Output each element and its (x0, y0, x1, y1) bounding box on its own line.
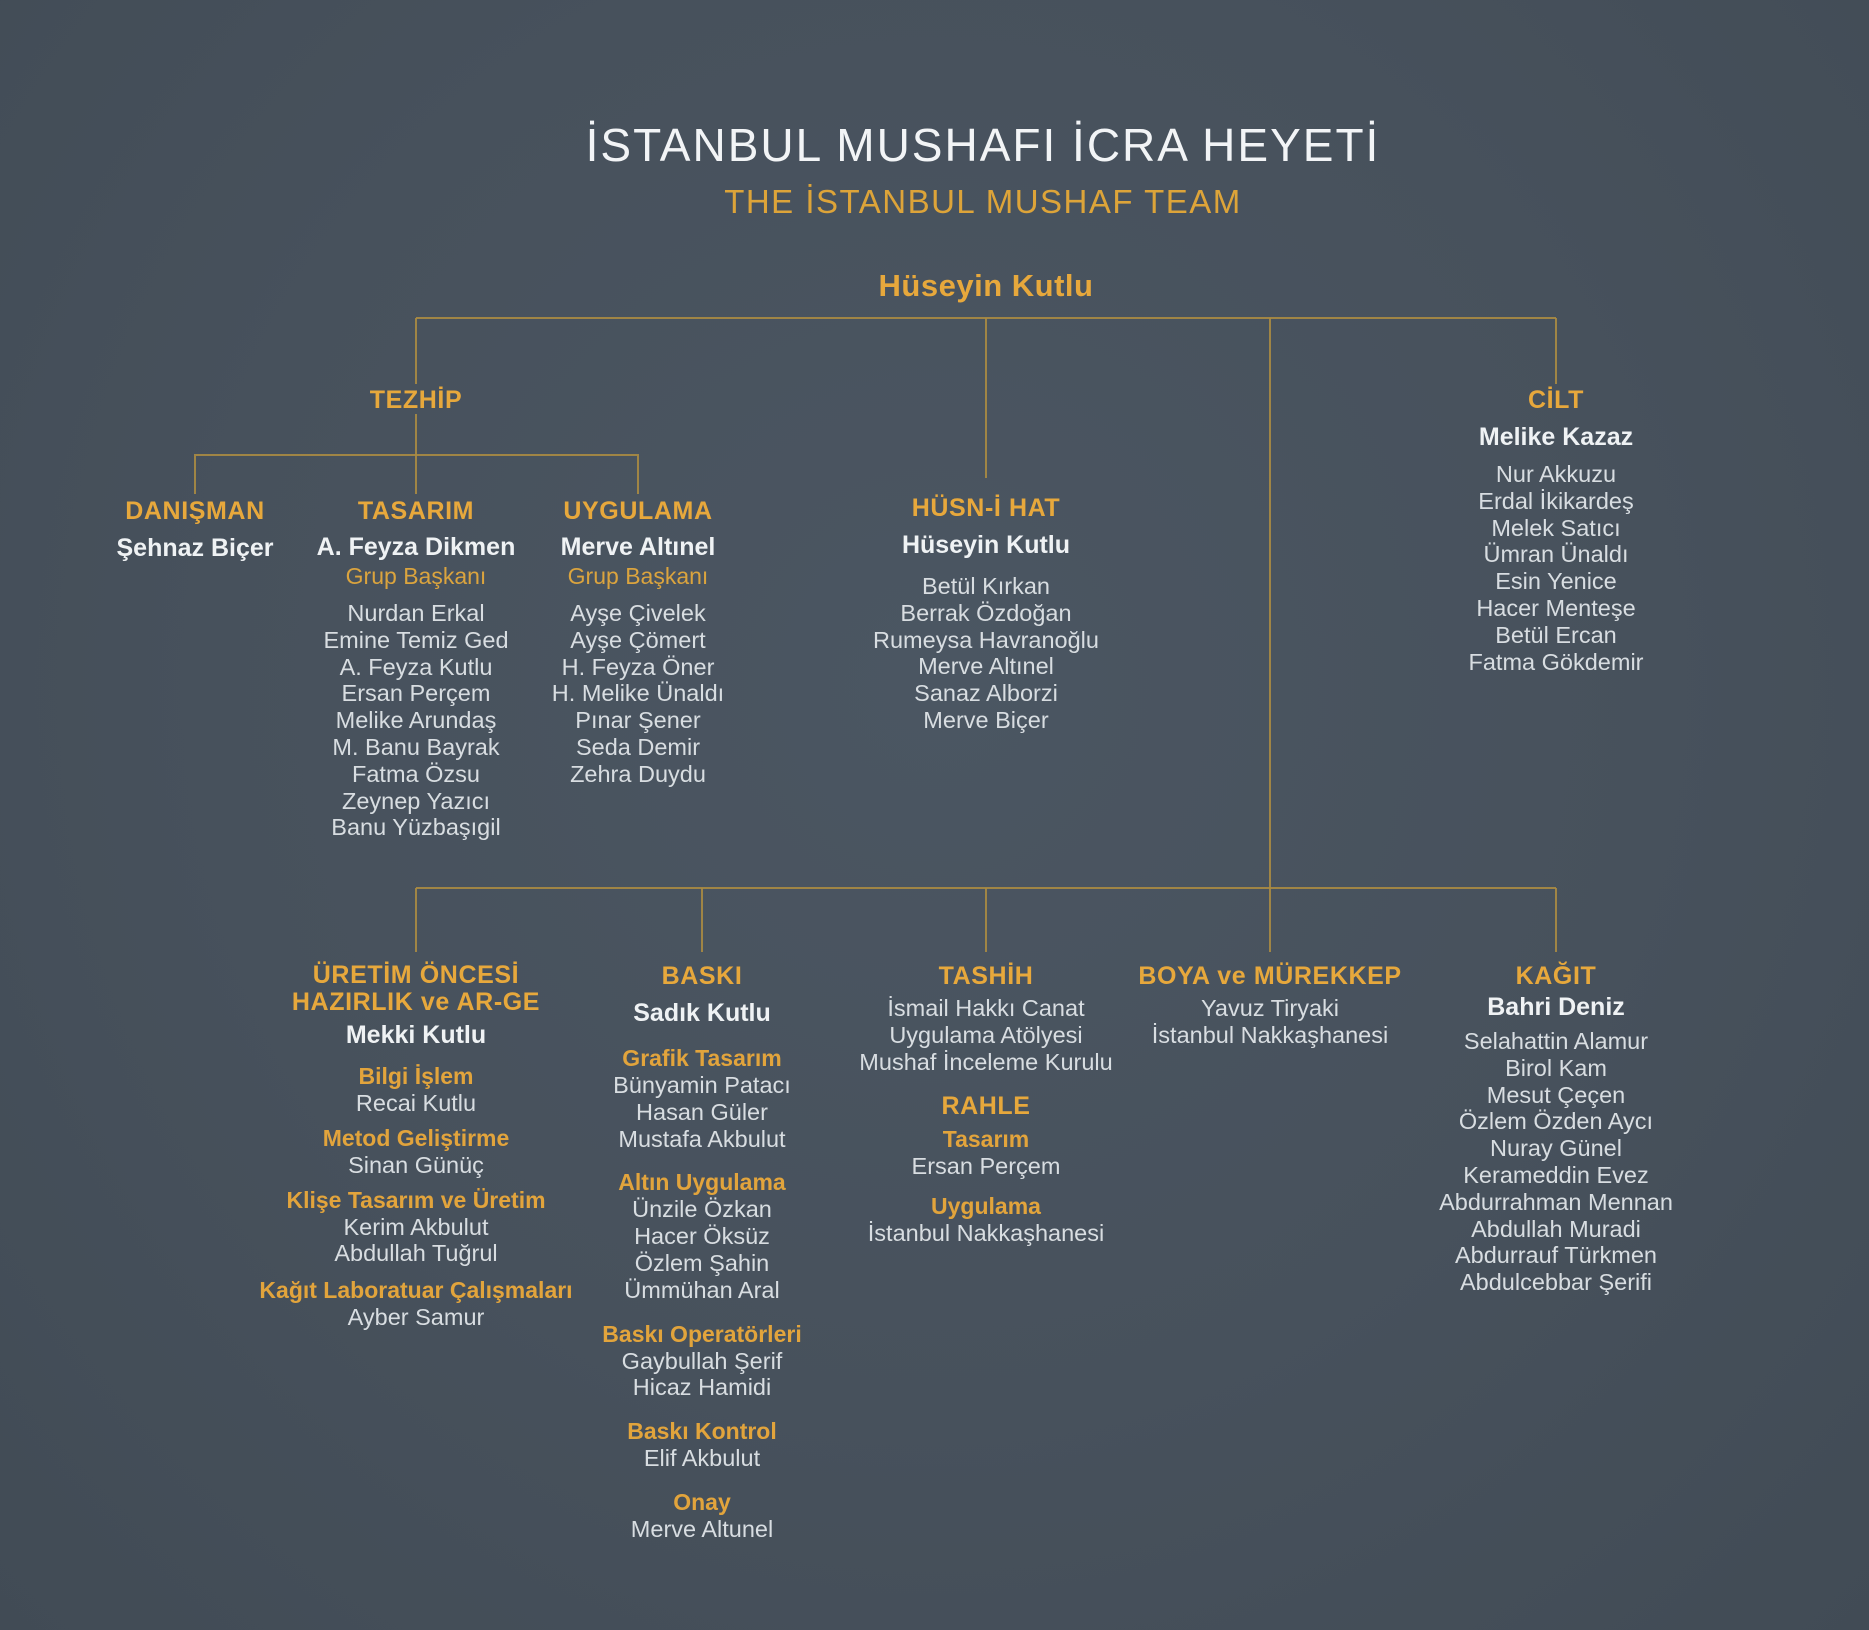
subgroup (602, 1045, 801, 1152)
subgroup-label: Onay (673, 1488, 731, 1515)
leader-name: Bahri Deniz (1487, 993, 1625, 1021)
member-name: Esin Yenice (1495, 568, 1617, 595)
member-name: Özlem Şahin (634, 1249, 770, 1276)
member-name: Betül Kırkan (921, 573, 1051, 599)
subgroup-label: Klişe Tasarım ve Üretim (286, 1186, 546, 1213)
member-name: Abdullah Tuğrul (334, 1240, 498, 1267)
member-name: Merve Altınel (918, 653, 1054, 680)
member-name: Pınar Şener (575, 707, 701, 734)
member-name: Gaybullah Şerif (621, 1347, 783, 1374)
member-list (259, 1214, 572, 1268)
leader-name: Hüseyin Kutlu (901, 531, 1071, 559)
root-name: Hüseyin Kutlu (878, 268, 1094, 303)
branch-baski (602, 962, 801, 1543)
member-list (602, 1445, 801, 1472)
member-list (602, 1348, 801, 1402)
member-name: Betül Ercan (1495, 621, 1617, 648)
member-name: Berrak Özdoğan (900, 599, 1072, 626)
member-name: Ayşe Çömert (570, 626, 706, 653)
leader-name: Şehnaz Biçer (116, 534, 274, 562)
branch-label-danisman: DANIŞMAN (125, 497, 265, 525)
subgroup-label: Tasarım (942, 1126, 1030, 1153)
member-name: Fatma Gökdemir (1468, 648, 1644, 675)
member-name: Özlem Özden Aycı (1458, 1108, 1654, 1135)
branch-label-tezhip: TEZHİP (369, 386, 463, 414)
subgroup (259, 1125, 572, 1179)
branch-boya (1138, 962, 1401, 1049)
member-name: Recai Kutlu (355, 1090, 477, 1116)
member-name: Nuray Günel (1490, 1135, 1622, 1162)
member-list (1138, 995, 1401, 1049)
member-name: Yavuz Tiryaki (1201, 995, 1339, 1021)
branch-label-tasarim: TASARIM (357, 497, 475, 525)
member-name: Bünyamin Patacı (613, 1072, 791, 1098)
member-name: Abdurrahman Mennan (1439, 1188, 1673, 1215)
member-name: Hacer Öksüz (634, 1223, 770, 1250)
member-name: Seda Demir (575, 733, 701, 760)
subgroup (602, 1489, 801, 1543)
member-name: Ümmühan Aral (624, 1276, 780, 1303)
member-name: Ünzile Özkan (632, 1196, 772, 1223)
member-list (317, 600, 516, 841)
member-name: Kerim Akbulut (343, 1213, 489, 1240)
branch-uygulama (552, 497, 724, 788)
branch-label-uygulama: UYGULAMA (563, 497, 713, 525)
subgroup-label: Bilgi İşlem (358, 1063, 474, 1089)
member-name: Abdullah Muradi (1471, 1215, 1641, 1242)
member-list (873, 573, 1099, 734)
member-name: Ersan Perçem (341, 680, 491, 707)
member-name: Ayber Samur (347, 1304, 485, 1331)
member-name: Ersan Perçem (911, 1153, 1061, 1180)
member-name: M. Banu Bayrak (332, 733, 500, 760)
member-name: İstanbul Nakkaşhanesi (867, 1220, 1105, 1247)
member-name: Merve Biçer (923, 706, 1049, 733)
member-name: Nur Akkuzu (1495, 461, 1617, 487)
member-name: Sinan Günüç (348, 1151, 484, 1178)
subgroup-label: Metod Geliştirme (322, 1124, 510, 1151)
member-list (259, 1304, 572, 1331)
member-name: Mesut Çeçen (1486, 1081, 1626, 1108)
member-name: Mustafa Akbulut (618, 1125, 786, 1152)
member-name: Kerameddin Evez (1463, 1161, 1649, 1188)
member-name: Emine Temiz Ged (323, 626, 509, 653)
member-name: Hicaz Hamidi (632, 1374, 772, 1401)
subgroup-label: Baskı Operatörleri (602, 1320, 802, 1347)
leader-name: Mekki Kutlu (345, 1021, 487, 1049)
branch-label-baski: BASKI (661, 962, 743, 990)
page-subtitle: THE İSTANBUL MUSHAF TEAM (724, 183, 1242, 220)
member-list (602, 1072, 801, 1152)
member-name: Birol Kam (1505, 1054, 1607, 1081)
member-name: Elif Akbulut (643, 1445, 761, 1472)
member-name: Hasan Güler (636, 1098, 768, 1125)
member-name: Banu Yüzbaşıgil (331, 814, 501, 841)
branch-uretim (259, 962, 572, 1331)
member-name: A. Feyza Kutlu (339, 653, 493, 680)
leader-name: Merve Altınel (560, 533, 716, 561)
member-name: Erdal İkikardeş (1478, 487, 1634, 514)
member-name: Hacer Menteşe (1476, 594, 1636, 621)
member-list (859, 1153, 1112, 1180)
subgroup (259, 1187, 572, 1268)
branch-label-kagit: KAĞIT (1515, 962, 1597, 990)
subgroup (259, 1277, 572, 1331)
member-name: Melek Satıcı (1491, 514, 1621, 541)
leader-role: Grup Başkanı (345, 563, 487, 589)
subgroup (602, 1321, 801, 1402)
leader-role: Grup Başkanı (567, 563, 709, 589)
member-name: İstanbul Nakkaşhanesi (1151, 1021, 1389, 1048)
branch-danisman (116, 497, 273, 563)
subgroup (602, 1169, 801, 1303)
subgroup-label: Grafik Tasarım (622, 1045, 782, 1071)
member-list (602, 1516, 801, 1543)
leader-name: Melike Kazaz (1478, 423, 1634, 451)
branch-label-rahle: RAHLE (941, 1092, 1031, 1121)
member-name: Rumeysa Havranoğlu (873, 626, 1099, 653)
leader-name: A. Feyza Dikmen (316, 533, 516, 561)
member-name: Merve Altunel (630, 1515, 774, 1542)
member-name: Ümran Ünaldı (1483, 541, 1629, 568)
branch-label-boya: BOYA ve MÜREKKEP (1138, 962, 1402, 990)
member-list (259, 1152, 572, 1179)
branch-tashih (859, 962, 1112, 1247)
member-name: H. Feyza Öner (561, 653, 715, 680)
branch-label-uretim-line1: ÜRETİM ÖNCESİ (312, 961, 520, 989)
member-name: Selahattin Alamur (1463, 1028, 1649, 1054)
branch-kagit (1439, 962, 1673, 1296)
subgroup-label: Kağıt Laboratuar Çalışmaları (259, 1277, 573, 1304)
member-list (859, 995, 1112, 1075)
subgroup (259, 1063, 572, 1117)
member-list (259, 1090, 572, 1117)
member-name: Abdulcebbar Şerifi (1459, 1269, 1653, 1296)
member-list (552, 600, 724, 788)
subgroup (859, 1126, 1112, 1180)
member-name: Melike Arundaş (335, 707, 497, 734)
member-name: H. Melike Ünaldı (551, 680, 725, 707)
leader-name: Sadık Kutlu (633, 999, 771, 1027)
member-name: Uygulama Atölyesi (889, 1021, 1083, 1048)
member-list (1439, 1028, 1673, 1296)
branch-label-tashih: TASHİH (938, 962, 1034, 990)
branch-label-uretim-line2: HAZIRLIK ve AR-GE (291, 988, 541, 1016)
subgroup-label: Altın Uygulama (618, 1169, 786, 1196)
branch-cilt (1469, 386, 1644, 675)
member-name: Abdurrauf Türkmen (1454, 1242, 1658, 1269)
member-name: Nurdan Erkal (347, 600, 485, 626)
member-list (1469, 461, 1644, 675)
member-name: Fatma Özsu (352, 760, 480, 787)
member-name: Zeynep Yazıcı (341, 787, 491, 814)
subgroup (602, 1418, 801, 1472)
member-name: Mushaf İnceleme Kurulu (859, 1048, 1113, 1075)
member-name: İsmail Hakkı Canat (887, 995, 1085, 1021)
member-name: Ayşe Çivelek (570, 600, 706, 626)
branch-tasarim (317, 497, 516, 841)
page-title: İSTANBUL MUSHAFI İCRA HEYETİ (585, 119, 1381, 171)
member-list (602, 1196, 801, 1303)
member-name: Zehra Duydu (570, 760, 706, 787)
subgroup-label: Baskı Kontrol (627, 1418, 777, 1445)
subgroup (859, 1193, 1112, 1247)
member-name: Sanaz Alborzi (914, 680, 1058, 707)
branch-husnihat (873, 494, 1099, 734)
member-list (859, 1220, 1112, 1247)
branch-label-husnihat: HÜSN-İ HAT (911, 494, 1061, 522)
subgroup-label: Uygulama (931, 1193, 1041, 1220)
branch-label-cilt: CİLT (1527, 386, 1585, 414)
